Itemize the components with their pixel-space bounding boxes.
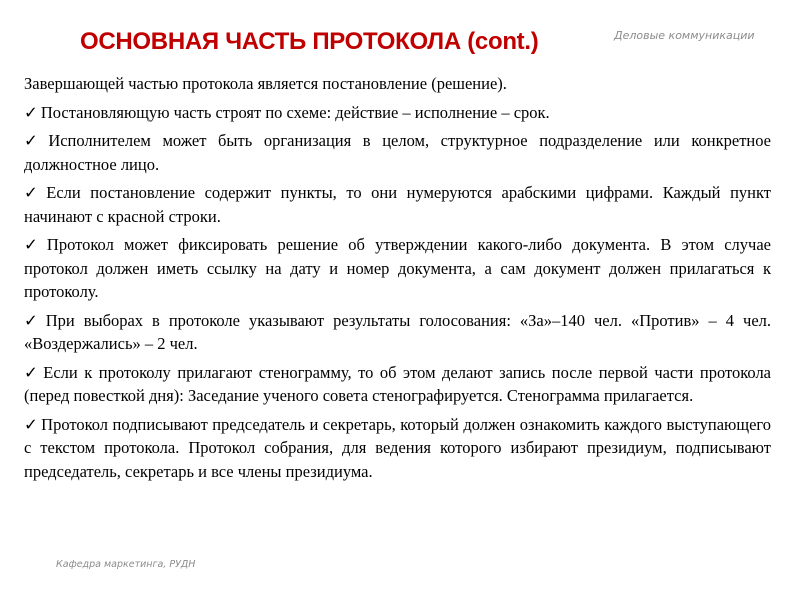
slide-title: ОСНОВНАЯ ЧАСТЬ ПРОТОКОЛА (cont.): [80, 28, 539, 55]
bullet-text: Протокол подписывают председатель и секретарь, который должен ознакомить каждого выступающего с текстом протокола. Протокол собрания, для ведения которого избирают президиум, подписывают председатель, секретарь и все члены президиума.: [24, 414, 771, 481]
bullet-item: [24, 129, 771, 176]
bullet-item: [24, 181, 771, 228]
bullet-text: Протокол может фиксировать решение об утверждении какого-либо документа. В этом случае протокол должен иметь ссылку на дату и номер документа, а сам документ должен прилагаться к протоколу.: [24, 235, 771, 301]
checkmark-icon: ✓: [24, 102, 38, 122]
bullet-text: Если постановление содержит пункты, то они нумеруются арабскими цифрами. Каждый пункт начинают с красной строки.: [24, 183, 771, 226]
header-course-label: Деловые коммуникации: [614, 29, 755, 42]
bullet-item: [24, 101, 771, 125]
bullet-item: [24, 233, 771, 304]
intro-paragraph: Завершающей частью протокола является постановление (решение).: [24, 74, 507, 93]
checkmark-icon: ✓: [24, 235, 44, 254]
checkmark-icon: ✓: [24, 362, 41, 382]
bullet-text: Исполнителем может быть организация в целом, структурное подразделение или конкретное должностное лицо.: [24, 131, 772, 174]
bullet-item: [24, 413, 771, 484]
bullet-text: Если к протоколу прилагают стенограмму, то об этом делают запись после первой части протокола (перед повесткой дня): Заседание ученого совета стенографируется. Стенограмма прилагается.: [24, 362, 772, 405]
slide-body: [24, 72, 771, 488]
checkmark-icon: ✓: [24, 414, 39, 434]
checkmark-icon: ✓: [24, 183, 44, 202]
checkmark-icon: ✓: [24, 131, 46, 150]
bullet-text: Постановляющую часть строят по схеме: действие – исполнение – срок.: [40, 102, 550, 122]
bullet-item: [24, 361, 771, 408]
bullet-item: [24, 309, 771, 356]
bullet-text: При выборах в протоколе указывают результаты голосования: «За»–140 чел. «Против» – 4 чел. «Воздержались» – 2 чел.: [24, 310, 771, 353]
checkmark-icon: ✓: [24, 310, 43, 330]
footer-department-label: Кафедра маркетинга, РУДН: [56, 559, 196, 570]
